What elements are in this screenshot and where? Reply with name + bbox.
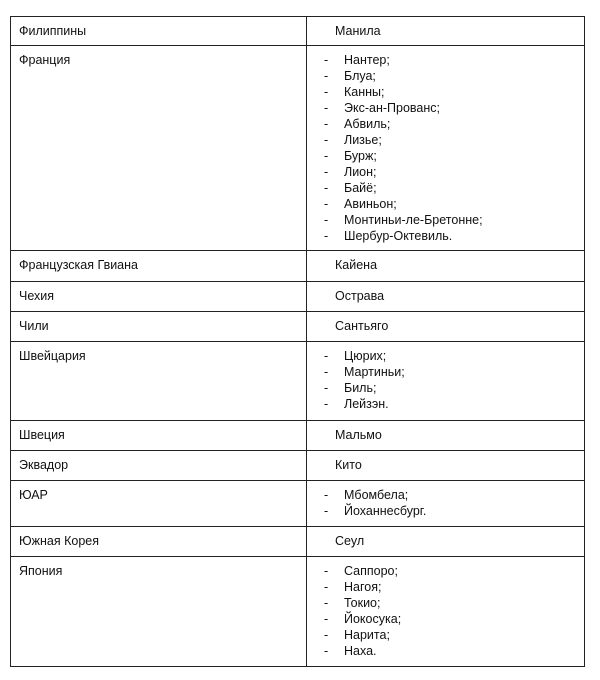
city-cell xyxy=(307,282,585,312)
city-name: Монтиньи-ле-Бретонне; xyxy=(344,213,483,227)
bullet-dash: - xyxy=(324,397,329,411)
city-list-item xyxy=(323,68,584,84)
city-name: Блуа; xyxy=(344,69,376,83)
bullet-dash: - xyxy=(324,628,329,642)
city-name: Лизье; xyxy=(344,133,382,147)
city-list-item xyxy=(323,164,584,180)
city-list-item xyxy=(323,595,584,611)
country-name: Швеция xyxy=(19,428,65,442)
table-row xyxy=(11,282,585,312)
country-cell xyxy=(11,451,307,481)
bullet-dash: - xyxy=(324,85,329,99)
bullet-dash: - xyxy=(324,117,329,131)
bullet-dash: - xyxy=(324,133,329,147)
table-row xyxy=(11,421,585,451)
city-name: Абвиль; xyxy=(344,117,391,131)
country-cell xyxy=(11,46,307,251)
country-name: Франция xyxy=(19,53,71,67)
city-name: Цюрих; xyxy=(344,349,387,363)
bullet-dash: - xyxy=(324,213,329,227)
city-cell xyxy=(307,46,585,251)
city-list-item xyxy=(323,563,584,579)
city-name: Экс-ан-Прованс; xyxy=(344,101,440,115)
city-cell xyxy=(307,527,585,557)
city-name: Кайена xyxy=(335,258,378,272)
city-name: Нантер; xyxy=(344,53,390,67)
bullet-dash: - xyxy=(324,504,329,518)
city-name: Нарита; xyxy=(344,628,390,642)
city-name: Биль; xyxy=(344,381,377,395)
city-cell xyxy=(307,481,585,527)
city-list-item xyxy=(323,364,584,380)
city-list-item xyxy=(323,228,584,244)
country-name: Чили xyxy=(19,319,49,333)
country-cell xyxy=(11,17,307,46)
bullet-dash: - xyxy=(324,644,329,658)
city-list-item xyxy=(323,148,584,164)
city-cell xyxy=(307,312,585,342)
bullet-dash: - xyxy=(324,165,329,179)
city-list-item xyxy=(323,627,584,643)
bullet-dash: - xyxy=(324,564,329,578)
city-list-item xyxy=(323,348,584,364)
table-row xyxy=(11,481,585,527)
city-cell xyxy=(307,251,585,282)
bullet-dash: - xyxy=(324,149,329,163)
table-row xyxy=(11,312,585,342)
city-cell xyxy=(307,421,585,451)
city-name: Нагоя; xyxy=(344,580,382,594)
country-name: Швейцария xyxy=(19,349,86,363)
city-name: Лион; xyxy=(344,165,377,179)
city-cell xyxy=(307,17,585,46)
city-list-item xyxy=(323,196,584,212)
country-cell xyxy=(11,282,307,312)
country-city-table xyxy=(10,16,585,667)
country-name: Чехия xyxy=(19,289,55,303)
bullet-dash: - xyxy=(324,488,329,502)
bullet-dash: - xyxy=(324,612,329,626)
city-name: Лейзэн. xyxy=(344,397,389,411)
table-row xyxy=(11,451,585,481)
city-list xyxy=(323,487,584,519)
city-name: Йокосука; xyxy=(344,612,402,626)
city-list-item xyxy=(323,116,584,132)
table-row xyxy=(11,251,585,282)
country-name: Эквадор xyxy=(19,458,69,472)
city-cell xyxy=(307,342,585,421)
city-name: Канны; xyxy=(344,85,385,99)
city-list-item xyxy=(323,132,584,148)
bullet-dash: - xyxy=(324,596,329,610)
bullet-dash: - xyxy=(324,101,329,115)
bullet-dash: - xyxy=(324,69,329,83)
country-name: Филиппины xyxy=(19,24,87,38)
city-name: Бурж; xyxy=(344,149,377,163)
city-list-item xyxy=(323,396,584,412)
city-cell xyxy=(307,451,585,481)
city-name: Токио; xyxy=(344,596,381,610)
country-cell xyxy=(11,557,307,667)
city-cell xyxy=(307,557,585,667)
table-row xyxy=(11,557,585,667)
country-cell xyxy=(11,312,307,342)
city-list xyxy=(323,563,584,659)
bullet-dash: - xyxy=(324,381,329,395)
table-row xyxy=(11,17,585,46)
city-list-item xyxy=(323,579,584,595)
city-list-item xyxy=(323,52,584,68)
city-name: Мартиньи; xyxy=(344,365,405,379)
city-list-item xyxy=(323,503,584,519)
country-cell xyxy=(11,527,307,557)
city-name: Йоханнесбург. xyxy=(344,504,427,518)
country-name: Французская Гвиана xyxy=(19,258,138,272)
bullet-dash: - xyxy=(324,181,329,195)
table-row xyxy=(11,342,585,421)
city-list-item xyxy=(323,180,584,196)
table-row xyxy=(11,46,585,251)
city-list-item xyxy=(323,643,584,659)
city-name: Мбомбела; xyxy=(344,488,409,502)
city-list-item xyxy=(323,212,584,228)
bullet-dash: - xyxy=(324,229,329,243)
city-name: Байё; xyxy=(344,181,377,195)
city-list-item xyxy=(323,84,584,100)
city-list xyxy=(323,52,584,244)
city-name: Шербур-Октевиль. xyxy=(344,229,453,243)
city-list-item xyxy=(323,100,584,116)
city-name: Саппоро; xyxy=(344,564,398,578)
city-name: Кито xyxy=(335,458,362,472)
country-cell xyxy=(11,251,307,282)
city-name: Сеул xyxy=(335,534,365,548)
bullet-dash: - xyxy=(324,349,329,363)
table-row xyxy=(11,527,585,557)
city-name: Наха. xyxy=(344,644,377,658)
city-list-item xyxy=(323,611,584,627)
country-name: ЮАР xyxy=(19,488,48,502)
city-name: Авиньон; xyxy=(344,197,397,211)
city-name: Манила xyxy=(335,24,381,38)
bullet-dash: - xyxy=(324,197,329,211)
city-name: Мальмо xyxy=(335,428,382,442)
bullet-dash: - xyxy=(324,365,329,379)
city-name: Сантьяго xyxy=(335,319,389,333)
country-cell xyxy=(11,342,307,421)
city-name: Острава xyxy=(335,289,385,303)
city-list xyxy=(323,348,584,412)
country-cell xyxy=(11,481,307,527)
city-list-item xyxy=(323,380,584,396)
country-name: Южная Корея xyxy=(19,534,99,548)
bullet-dash: - xyxy=(324,53,329,67)
country-cell xyxy=(11,421,307,451)
table-body xyxy=(11,17,585,667)
city-list-item xyxy=(323,487,584,503)
country-name: Япония xyxy=(19,564,63,578)
bullet-dash: - xyxy=(324,580,329,594)
